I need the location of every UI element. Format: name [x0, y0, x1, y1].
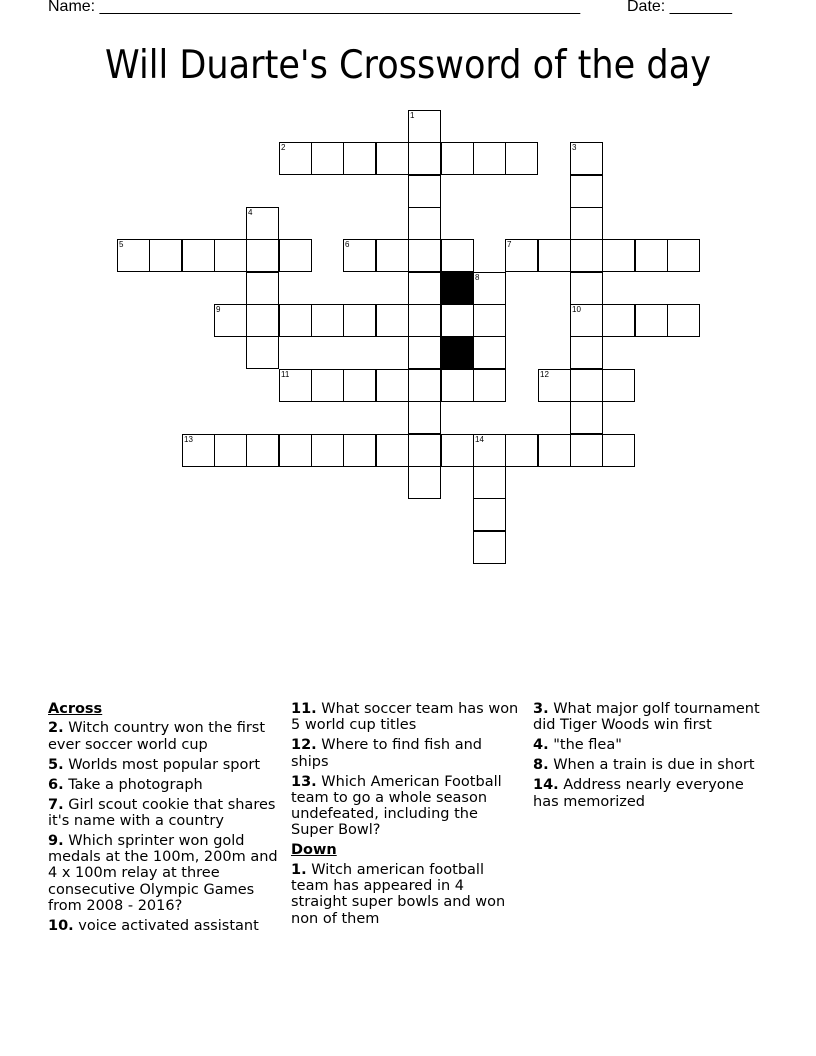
clue-number-label: 6: [345, 240, 350, 249]
grid-cell[interactable]: [343, 142, 376, 175]
clue-across-7: 7. Girl scout cookie that shares it's name with a country: [48, 796, 276, 829]
grid-cell[interactable]: [214, 304, 247, 337]
grid-cell[interactable]: [570, 369, 603, 402]
clue-number-label: 14: [475, 435, 484, 444]
clue-across-12: 12. Where to find fish and ships: [291, 737, 482, 770]
grid-cell[interactable]: [538, 434, 571, 467]
grid-cell[interactable]: [505, 142, 538, 175]
clue-number-label: 8: [475, 273, 480, 282]
clue-across-10: 10. voice activated assistant: [48, 918, 259, 934]
grid-cell[interactable]: [408, 207, 441, 240]
grid-cell[interactable]: [279, 369, 312, 402]
grid-cell[interactable]: [538, 369, 571, 402]
clue-down-3: 3. What major golf tournament did Tiger Woods win first: [533, 701, 760, 734]
grid-cell[interactable]: [343, 369, 376, 402]
grid-cell[interactable]: [570, 207, 603, 240]
grid-block-cell: [441, 272, 474, 305]
clue-number-label: 9: [216, 305, 221, 314]
grid-cell[interactable]: [376, 142, 409, 175]
clue-number-label: 5: [119, 240, 124, 249]
grid-cell[interactable]: [570, 401, 603, 434]
grid-cell[interactable]: [667, 304, 700, 337]
grid-cell[interactable]: [408, 369, 441, 402]
clue-number-label: 2: [281, 143, 286, 152]
grid-cell[interactable]: [667, 239, 700, 272]
grid-cell[interactable]: [602, 434, 635, 467]
grid-cell[interactable]: [570, 239, 603, 272]
grid-cell[interactable]: [182, 434, 215, 467]
clue-number-label: 13: [184, 435, 193, 444]
grid-cell[interactable]: [441, 142, 474, 175]
grid-cell[interactable]: [441, 369, 474, 402]
grid-cell[interactable]: [473, 272, 506, 305]
clue-number-label: 11: [281, 370, 290, 379]
clue-across-13: 13. Which American Football team to go a whole season undefeated, including the Super Bowl?: [291, 773, 502, 839]
grid-cell[interactable]: [408, 175, 441, 208]
grid-cell[interactable]: [246, 207, 279, 240]
grid-cell[interactable]: [279, 239, 312, 272]
down-heading: Down: [291, 842, 337, 859]
grid-cell[interactable]: [246, 304, 279, 337]
grid-cell[interactable]: [602, 239, 635, 272]
grid-cell[interactable]: [376, 434, 409, 467]
grid-cell[interactable]: [408, 142, 441, 175]
grid-cell[interactable]: [473, 434, 506, 467]
grid-block-cell: [441, 336, 474, 369]
clue-number-label: 7: [507, 240, 512, 249]
grid-cell[interactable]: [408, 336, 441, 369]
grid-cell[interactable]: [473, 498, 506, 531]
grid-cell[interactable]: [408, 272, 441, 305]
name-field[interactable]: Name: ______________________________________________________: [48, 0, 581, 15]
clue-down-8: 8. When a train is due in short: [533, 757, 755, 774]
clues-column-2: [291, 701, 521, 931]
grid-cell[interactable]: [311, 434, 344, 467]
grid-cell[interactable]: [408, 304, 441, 337]
grid-cell[interactable]: [408, 401, 441, 434]
grid-cell[interactable]: [473, 336, 506, 369]
grid-cell[interactable]: [246, 336, 279, 369]
grid-cell[interactable]: [246, 272, 279, 305]
grid-cell[interactable]: [214, 434, 247, 467]
clue-across-2: 2. Witch country won the first ever soccer world cup: [48, 720, 266, 753]
grid-cell[interactable]: [311, 142, 344, 175]
clue-across-6: 6. Take a photograph: [48, 776, 203, 793]
grid-cell[interactable]: [246, 434, 279, 467]
grid-cell[interactable]: [182, 239, 215, 272]
clue-number-label: 4: [248, 208, 253, 217]
grid-cell[interactable]: [376, 239, 409, 272]
grid-cell[interactable]: [279, 142, 312, 175]
grid-cell[interactable]: [279, 434, 312, 467]
grid-cell[interactable]: [441, 304, 474, 337]
clue-across-11: 11. What soccer team has won 5 world cup titles: [291, 701, 519, 734]
grid-cell[interactable]: [473, 531, 506, 564]
clue-number-label: 3: [572, 143, 577, 152]
date-field[interactable]: Date: _______: [627, 0, 732, 15]
grid-cell[interactable]: [246, 239, 279, 272]
grid-cell[interactable]: [570, 175, 603, 208]
clue-across-9: 9. Which sprinter won gold medals at the 100m, 200m and 4 x 100m relay at three consecutive Olympic Games from 2008 - 2016?: [48, 832, 278, 915]
clue-down-4: 4. "the flea": [533, 737, 622, 754]
clues-column-3: [533, 701, 763, 814]
grid-cell[interactable]: [343, 304, 376, 337]
grid-cell[interactable]: [441, 239, 474, 272]
grid-cell[interactable]: [570, 272, 603, 305]
grid-cell[interactable]: [311, 369, 344, 402]
grid-cell[interactable]: [635, 239, 668, 272]
grid-cell[interactable]: [343, 239, 376, 272]
clue-number-label: 12: [540, 370, 549, 379]
grid-cell[interactable]: [117, 239, 150, 272]
grid-cell[interactable]: [635, 304, 668, 337]
grid-cell[interactable]: [473, 369, 506, 402]
grid-cell[interactable]: [408, 434, 441, 467]
grid-cell[interactable]: [570, 142, 603, 175]
grid-cell[interactable]: [505, 239, 538, 272]
grid-cell[interactable]: [473, 142, 506, 175]
clue-number-label: 10: [572, 305, 581, 314]
grid-cell[interactable]: [343, 434, 376, 467]
grid-cell[interactable]: [538, 239, 571, 272]
grid-cell[interactable]: [408, 110, 441, 143]
clues-column-1: [48, 701, 284, 938]
across-heading: Across: [48, 701, 103, 717]
grid-cell[interactable]: [149, 239, 182, 272]
grid-cell[interactable]: [279, 304, 312, 337]
grid-cell[interactable]: [408, 466, 441, 499]
grid-cell[interactable]: [441, 434, 474, 467]
grid-cell[interactable]: [570, 336, 603, 369]
clue-number-label: 1: [410, 111, 415, 120]
grid-cell[interactable]: [473, 304, 506, 337]
grid-cell[interactable]: [376, 304, 409, 337]
grid-cell[interactable]: [408, 239, 441, 272]
clue-down-1: 1. Witch american football team has appeared in 4 straight super bowls and won non of them: [291, 861, 506, 927]
grid-cell[interactable]: [376, 369, 409, 402]
grid-cell[interactable]: [602, 369, 635, 402]
grid-cell[interactable]: [570, 304, 603, 337]
grid-cell[interactable]: [214, 239, 247, 272]
clue-across-5: 5. Worlds most popular sport: [48, 756, 261, 773]
grid-cell[interactable]: [505, 434, 538, 467]
grid-cell[interactable]: [311, 304, 344, 337]
puzzle-title: Will Duarte's Crossword of the day: [105, 43, 711, 88]
clue-down-14: 14. Address nearly everyone has memorized: [533, 777, 744, 810]
grid-cell[interactable]: [602, 304, 635, 337]
grid-cell[interactable]: [570, 434, 603, 467]
grid-cell[interactable]: [473, 466, 506, 499]
